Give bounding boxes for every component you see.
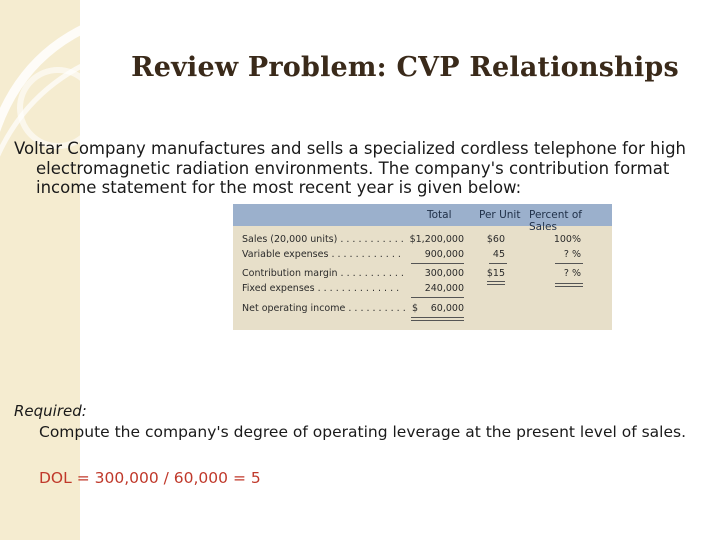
intro-line: income statement for the most recent year is given below: bbox=[36, 178, 522, 197]
row-per-unit: $15 bbox=[486, 268, 505, 279]
table-row bbox=[233, 268, 612, 282]
row-label: Variable expenses . . . . . . . . . . . . bbox=[242, 249, 401, 260]
required-label: Required: bbox=[14, 402, 87, 420]
row-label: Fixed expenses . . . . . . . . . . . . . . bbox=[242, 283, 400, 294]
intro-paragraph bbox=[14, 139, 704, 198]
percent-subtotal-rule bbox=[555, 263, 583, 264]
row-dollar-sign: $ bbox=[412, 303, 419, 314]
row-percent: ? % bbox=[563, 268, 581, 279]
row-percent: 100% bbox=[553, 234, 581, 245]
row-label: Contribution margin . . . . . . . . . . . bbox=[242, 268, 404, 279]
row-total: 240,000 bbox=[424, 283, 464, 294]
header-percent: Percent of Sales bbox=[529, 209, 582, 233]
percent-double-rule bbox=[555, 286, 583, 287]
income-statement-table bbox=[233, 204, 612, 330]
row-total: $1,200,000 bbox=[409, 234, 464, 245]
intro-line: Voltar Company manufactures and sells a specialized cordless telephone for high bbox=[14, 139, 687, 158]
percent-double-rule bbox=[555, 283, 583, 284]
unit-subtotal-rule bbox=[489, 263, 507, 264]
row-per-unit: $60 bbox=[486, 234, 505, 245]
required-question: Compute the company's degree of operating leverage at the present level of sales. bbox=[39, 423, 686, 441]
row-total: 300,000 bbox=[424, 268, 464, 279]
slide-title: Review Problem: CVP Relationships bbox=[131, 52, 679, 83]
unit-double-rule bbox=[487, 284, 505, 285]
row-label: Sales (20,000 units) . . . . . . . . . . . bbox=[242, 234, 404, 245]
total-double-rule bbox=[411, 317, 464, 318]
unit-double-rule bbox=[487, 281, 505, 282]
total-double-rule bbox=[411, 320, 464, 321]
row-per-unit: 45 bbox=[492, 249, 505, 260]
table-row bbox=[233, 303, 612, 317]
header-total: Total bbox=[427, 209, 452, 221]
row-label: Net operating income . . . . . . . . . . bbox=[242, 303, 406, 314]
dol-answer: DOL = 300,000 / 60,000 = 5 bbox=[39, 469, 261, 487]
row-total: 60,000 bbox=[430, 303, 464, 314]
header-per-unit: Per Unit bbox=[479, 209, 521, 221]
table-row bbox=[233, 249, 612, 263]
row-percent: ? % bbox=[563, 249, 581, 260]
intro-line: electromagnetic radiation environments. The company's contribution format bbox=[36, 158, 670, 178]
table-header bbox=[233, 204, 612, 233]
total-subtotal-rule bbox=[411, 297, 464, 298]
table-row bbox=[233, 234, 612, 248]
row-total: 900,000 bbox=[424, 249, 464, 260]
total-subtotal-rule bbox=[411, 263, 464, 264]
